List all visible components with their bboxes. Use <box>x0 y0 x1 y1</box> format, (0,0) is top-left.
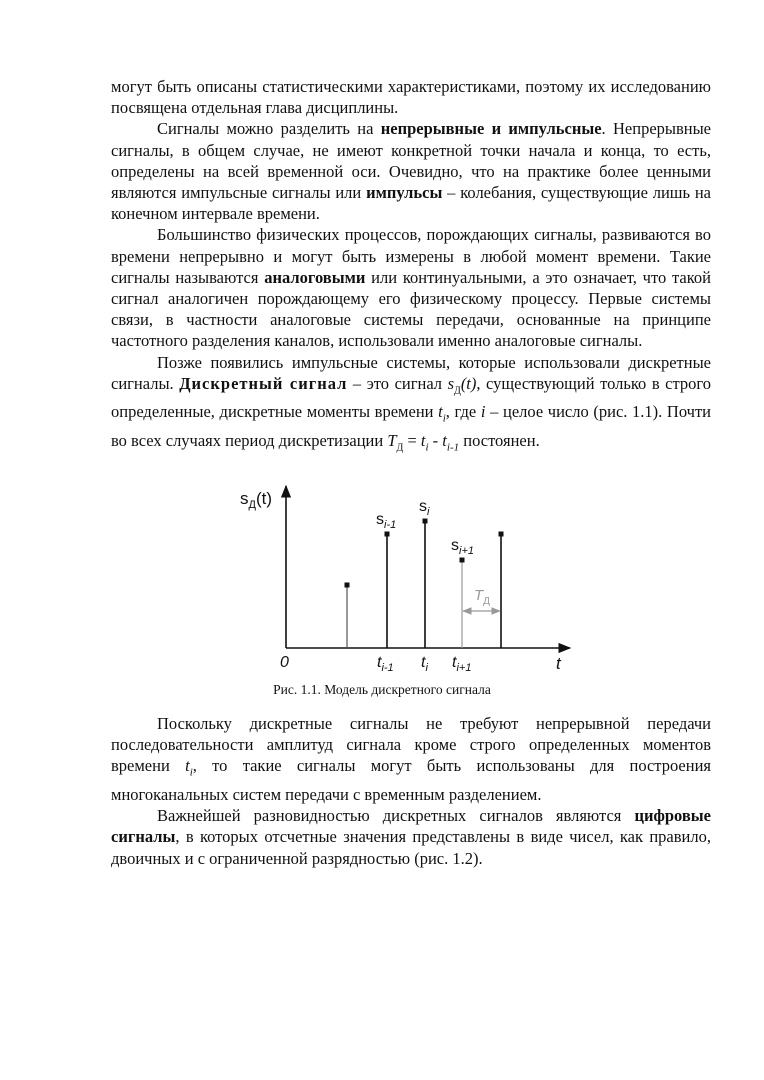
paragraph-text: или континуальными, а это означает, что такой сигнал аналогичен порождающему его физическому процессу. Первые системы связи, в частности аналоговые системы передачи, основанные на принципе частотного разделения каналов, использовали именно аналоговые сигналы. <box>111 267 711 351</box>
sample-point-5 <box>499 532 504 537</box>
label-s-i: $s_i$ <box>419 498 430 518</box>
paragraph-2 <box>111 118 711 224</box>
math-subscript: i <box>425 441 429 454</box>
paragraph-text: Важнейшей разновидностью дискретных сигналов являются <box>157 806 635 826</box>
paragraph-text: – целое число (рис. 1.1). Почти во всех случаях период дискретизации <box>111 402 711 450</box>
paragraph-text: постоянен. <box>459 430 540 450</box>
math-symbol: (t) <box>460 373 477 393</box>
math-symbol: s <box>447 373 454 393</box>
math-symbol: t <box>442 430 447 450</box>
math-symbol: i <box>480 402 486 422</box>
tick-label-t-i: $t_i$ <box>421 654 428 674</box>
paragraph-text: Большинство физических процессов, порождающих сигналы, развиваются во времени непрерывно и могут быть измерены в любой момент времени. Такие сигналы называются <box>111 225 711 287</box>
paragraph-text: , в которых отсчетные значения представлены в виде чисел, как правило, двоичных и с ограниченной разрядностью (рис. 1.2). <box>111 827 711 868</box>
paragraph-text: Сигналы можно разделить на <box>157 119 381 139</box>
paragraph-text: – колебания, существующие лишь на конечном интервале времени. <box>111 183 711 224</box>
discrete-signal-figure <box>230 478 580 678</box>
math-subscript: i-1 <box>446 441 460 454</box>
paragraph-text: , где <box>445 402 481 422</box>
paragraph-text: – это сигнал <box>347 373 448 393</box>
paragraph-5 <box>111 713 711 805</box>
label-s-i-1: $s_{i-1}$ <box>376 511 397 531</box>
period-label: $T_Д$ <box>474 587 490 607</box>
bold-term: непрерывные и импульсные <box>380 119 602 139</box>
math-subscript: i <box>189 766 193 779</box>
paragraph-6 <box>111 805 711 869</box>
paragraph-3 <box>111 224 711 351</box>
paragraph-1 <box>111 76 711 118</box>
x-axis-label: t <box>556 654 561 673</box>
paragraph-text: , существующий только в строго определенные, дискретные моменты времени <box>111 373 711 422</box>
sample-point-4 <box>460 558 465 563</box>
math-subscript: i <box>442 412 446 425</box>
sample-point-1 <box>345 583 350 588</box>
math-symbol: t <box>185 756 190 776</box>
bold-term: импульсы <box>366 183 443 203</box>
text-block-top <box>111 76 711 458</box>
tick-label-t-i-1: $t_{i-1}$ <box>377 654 394 674</box>
paragraph-text: Позже появились импульсные системы, которые использовали дискретные сигналы. <box>111 352 711 393</box>
paragraph-text: - <box>428 430 443 450</box>
bold-term: аналоговыми <box>264 267 366 287</box>
paragraph-text: . Непрерывные сигналы, в общем случае, не имеют конкретной точки начала и конца, то есть, определены на всей временной оси. Очевидно, что на практике более ценными являются импульсные сигналы или <box>111 119 712 203</box>
origin-label: 0 <box>280 654 289 671</box>
label-s-i-plus-1: $s_{i+1}$ <box>451 537 474 557</box>
paragraph-text: могут быть описаны статистическими характеристиками, поэтому их исследованию посвящена отдельная глава дисциплины. <box>111 77 711 118</box>
text-block-bottom <box>111 713 711 869</box>
paragraph-text: = <box>403 430 421 450</box>
y-axis-label: $s_Д(t)$ <box>240 489 272 511</box>
math-symbol: t <box>420 430 426 450</box>
figure-caption: Рис. 1.1. Модель дискретного сигнала <box>273 682 491 697</box>
sample-point-3 <box>423 519 428 524</box>
paragraph-text: Поскольку дискретные сигналы не требуют непрерывной передачи последовательности амплитуд сигнала кроме строго определенных моментов времени <box>111 714 711 776</box>
math-subscript: Д <box>396 442 404 454</box>
math-symbol: t <box>438 402 443 422</box>
tick-label-t-i-plus-1: $t_{i+1}$ <box>452 654 472 674</box>
bold-term: цифровые сигналы <box>111 806 711 847</box>
paragraph-4 <box>111 352 711 459</box>
discrete-signal-diagram <box>230 478 580 678</box>
paragraph-text: , то такие сигналы могут быть использованы для построения многоканальных систем передачи с временным разделением. <box>111 756 711 804</box>
math-subscript: Д <box>453 385 461 397</box>
sample-point-2 <box>385 532 390 537</box>
bold-term: Дискретный сигнал <box>179 373 348 393</box>
math-symbol: T <box>387 430 397 450</box>
